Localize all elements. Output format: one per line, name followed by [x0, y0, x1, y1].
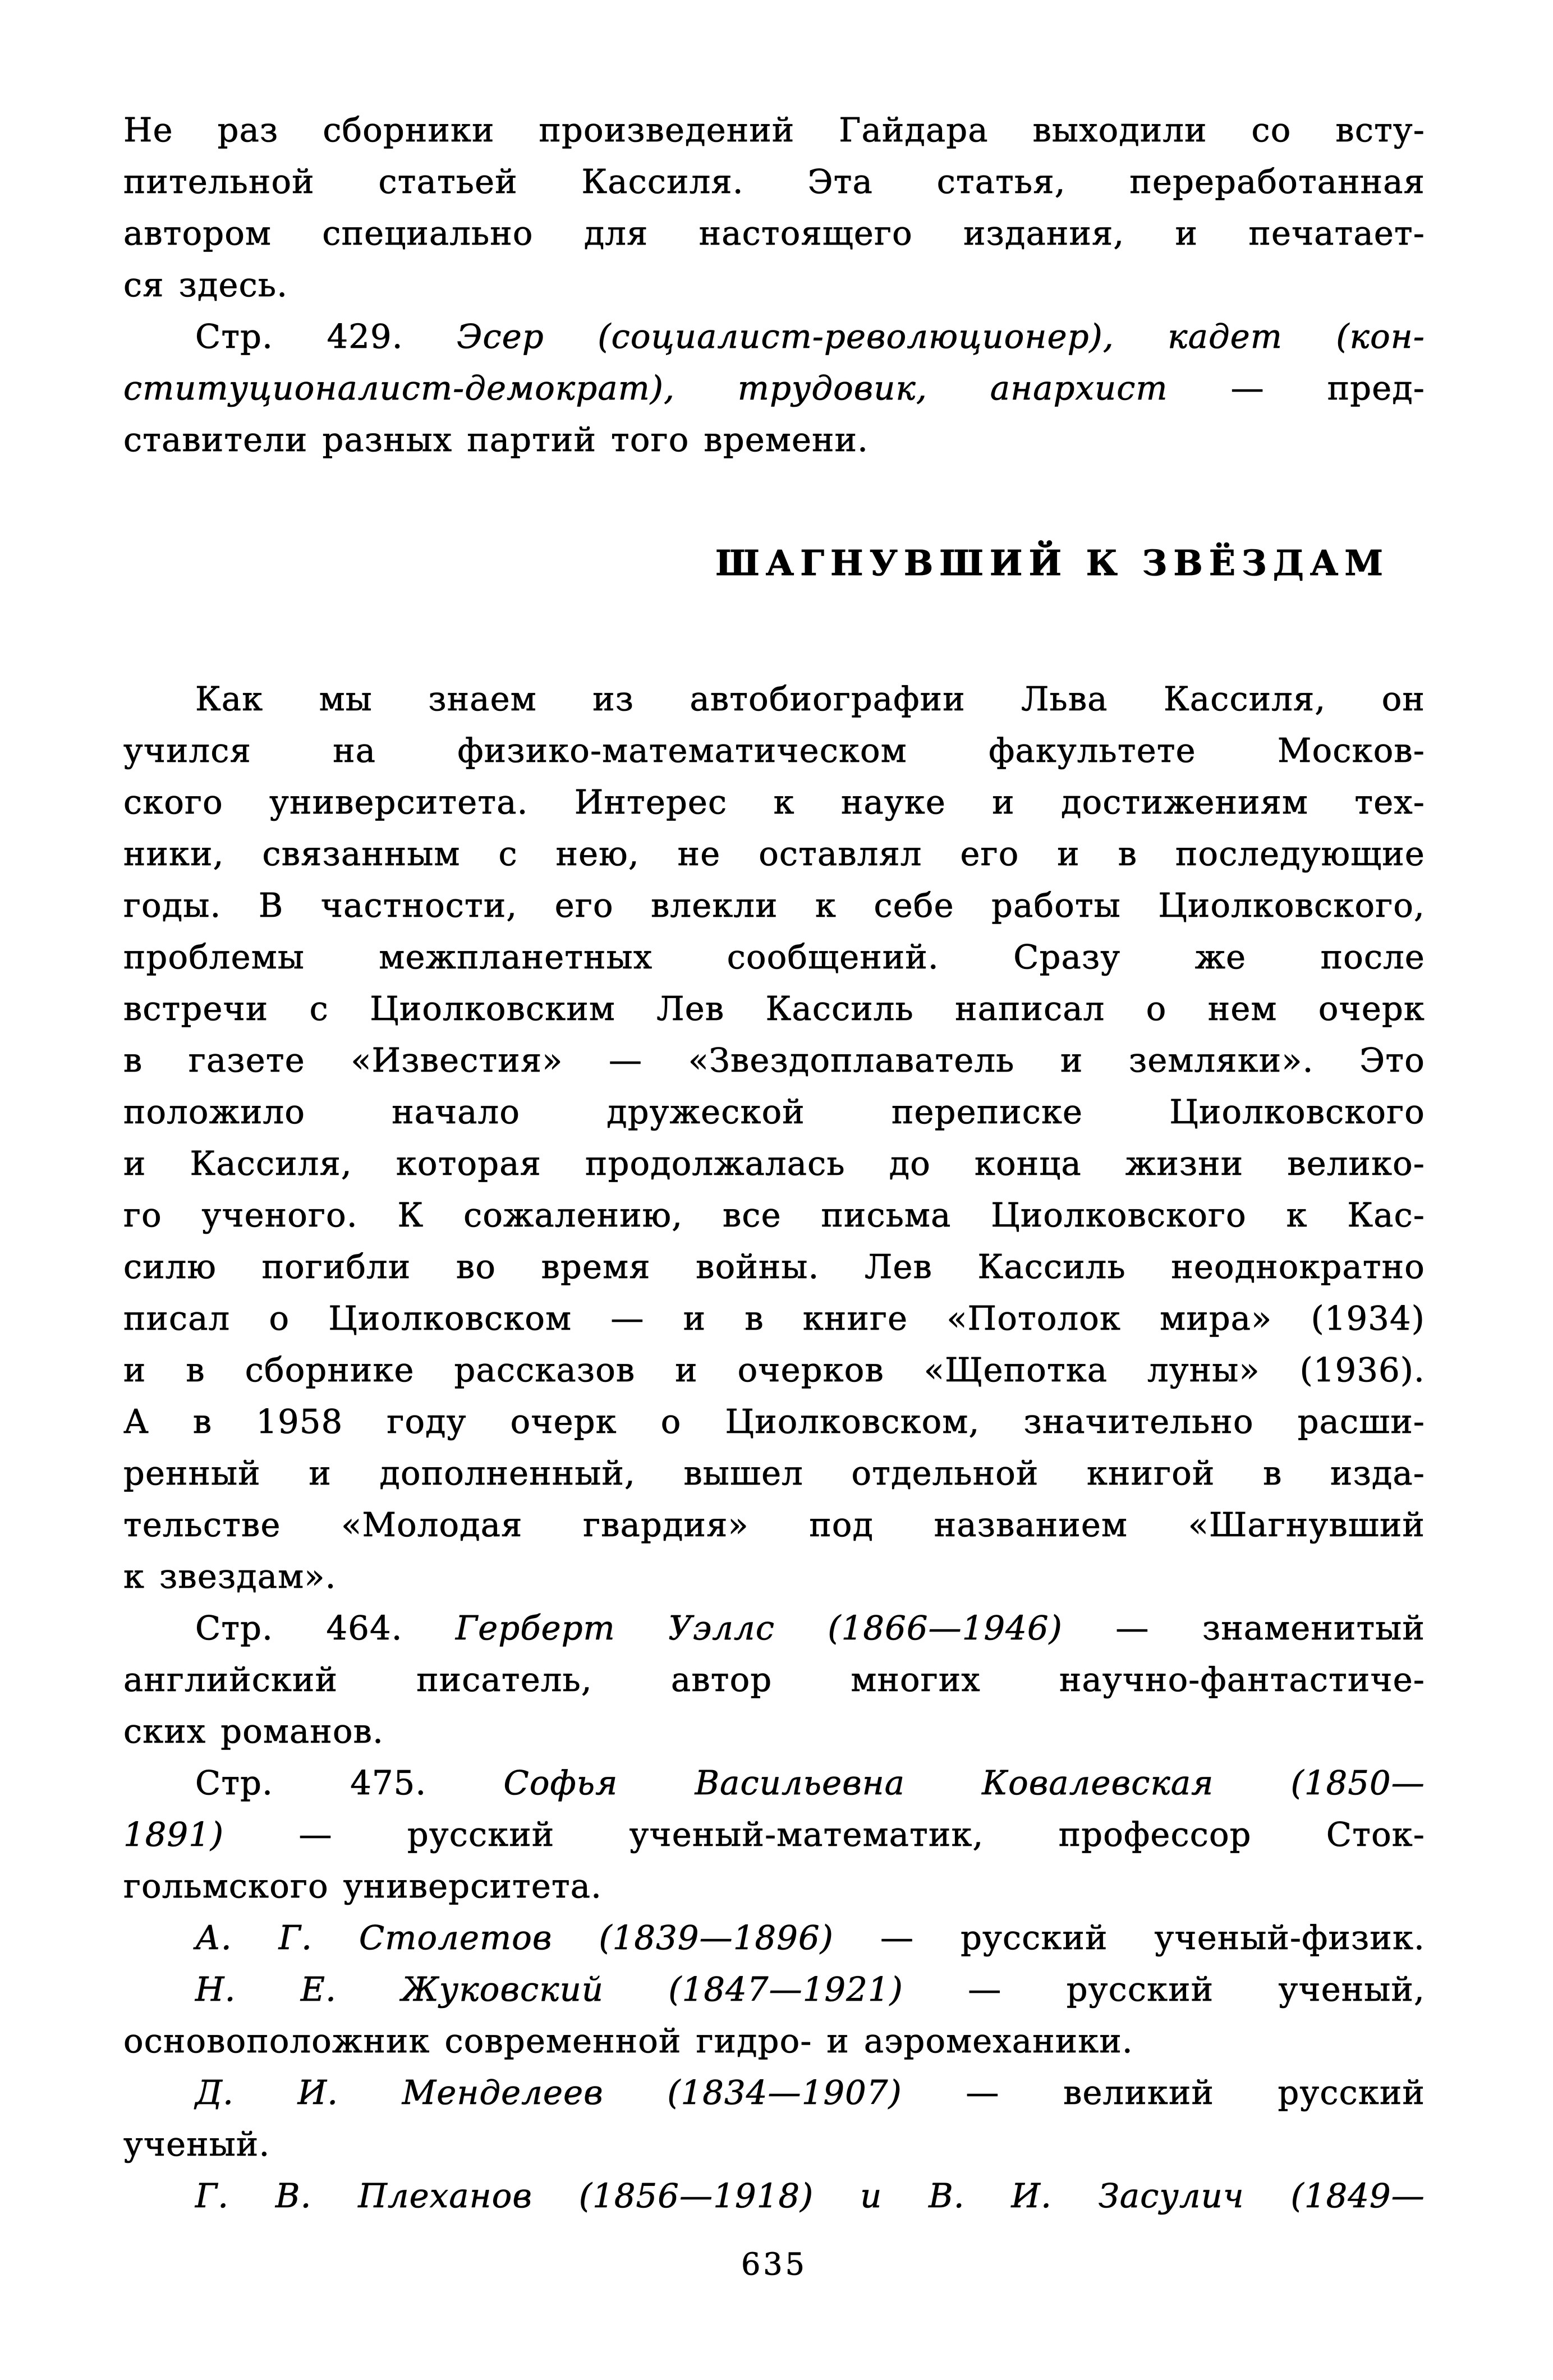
text-line: [123, 828, 1425, 880]
text-segment: автором специально для настоящего издания, и печатает-: [123, 214, 1425, 252]
text-line: [123, 1912, 1425, 1964]
text-segment: А в 1958 году очерк о Циолковском, значительно расши-: [123, 1402, 1425, 1441]
text-segment: ученый.: [123, 2125, 270, 2163]
text-segment: — знаменитый: [1115, 1609, 1425, 1647]
italic-text-segment: 1891): [123, 1815, 299, 1854]
text-line: [123, 1396, 1425, 1448]
text-segment: тельстве «Молодая гвардия» под названием «Шагнувший: [123, 1505, 1425, 1544]
text-segment: английский писатель, автор многих научно-фантастиче-: [123, 1660, 1425, 1699]
text-line: [123, 2170, 1425, 2222]
text-line: [123, 362, 1425, 414]
paragraph: [123, 1602, 1425, 1757]
text-line: [123, 1448, 1425, 1499]
text-line: [123, 2067, 1425, 2119]
text-segment: Стр. 475.: [195, 1763, 504, 1802]
text-segment: го ученого. К сожалению, все письма Циолковского к Кас-: [123, 1196, 1425, 1234]
text-line: [123, 1964, 1425, 2015]
text-line: [123, 1706, 1425, 1757]
text-segment: ского университета. Интерес к науке и достижениям тех-: [123, 783, 1425, 821]
text-segment: в газете «Известия» — «Звездоплаватель и земляки». Это: [123, 1041, 1425, 1079]
text-segment: положило начало дружеской переписке Циолковского: [123, 1092, 1425, 1131]
text-line: [123, 208, 1425, 259]
text-segment: Не раз сборники произведений Гайдара выходили со всту-: [123, 111, 1425, 149]
text-line: [123, 931, 1425, 983]
text-line: [123, 777, 1425, 828]
text-line: [123, 673, 1425, 725]
text-segment: — русский ученый-физик.: [880, 1918, 1425, 1957]
text-line: [123, 1035, 1425, 1086]
text-segment: и Кассиля, которая продолжалась до конца жизни велико-: [123, 1144, 1425, 1183]
italic-text-segment: Софья Васильевна Ковалевская (1850—: [503, 1763, 1425, 1802]
text-line: [123, 880, 1425, 931]
paragraph: [123, 1912, 1425, 1964]
text-line: [123, 1086, 1425, 1138]
paragraph: [123, 1757, 1425, 1912]
text-line: [123, 1602, 1425, 1654]
text-line: [123, 2015, 1425, 2067]
paragraph: [123, 311, 1425, 466]
text-line: [123, 156, 1425, 208]
text-segment: проблемы межпланетных сообщений. Сразу же после: [123, 938, 1425, 976]
text-segment: ники, связанным с нею, не оставлял его и в последующие: [123, 834, 1425, 873]
paragraph: [123, 2067, 1425, 2170]
italic-text-segment: А. Г. Столетов (1839—1896): [195, 1918, 880, 1957]
text-segment: к звездам».: [123, 1557, 337, 1596]
paragraph: [123, 2170, 1425, 2222]
text-line: [123, 1138, 1425, 1189]
text-segment: ся здесь.: [123, 265, 288, 304]
italic-text-segment: Г. В. Плеханов (1856—1918) и В. И. Засулич (1849—: [195, 2176, 1425, 2215]
text-segment: ренный и дополненный, вышел отдельной книгой в изда-: [123, 1454, 1425, 1492]
text-line: [123, 1241, 1425, 1293]
text-segment: Стр. 464.: [195, 1609, 456, 1647]
paragraph: [123, 104, 1425, 311]
text-line: [123, 2119, 1425, 2170]
text-line: [123, 1809, 1425, 1860]
text-segment: встречи с Циолковским Лев Кассиль написал о нем очерк: [123, 989, 1425, 1028]
text-line: [123, 1189, 1425, 1241]
text-line: [123, 414, 1425, 466]
text-segment: писал о Циолковском — и в книге «Потолок мира» (1934): [123, 1299, 1425, 1338]
text-line: [123, 1757, 1425, 1809]
text-line: [123, 1551, 1425, 1602]
text-segment: — русский ученый-математик, профессор Сток-: [298, 1815, 1426, 1854]
text-segment: Как мы знаем из автобиографии Льва Кассиля, он: [195, 679, 1425, 718]
text-segment: ставители разных партий того времени.: [123, 420, 869, 459]
text-line: [123, 725, 1425, 777]
text-segment: — великий русский: [966, 2073, 1426, 2112]
italic-text-segment: Герберт Уэллс (1866—1946): [456, 1609, 1116, 1647]
text-segment: основоположник современной гидро- и аэромеханики.: [123, 2021, 1133, 2060]
italic-text-segment: Эсер (социалист-революционер), кадет (кон-: [457, 317, 1425, 356]
page-text: [123, 104, 1425, 2222]
text-segment: — русский ученый,: [968, 1970, 1425, 2009]
text-segment: пительной статьей Кассиля. Эта статья, переработанная: [123, 162, 1425, 201]
text-line: [123, 1293, 1425, 1344]
italic-text-segment: ституционалист-демократ), трудовик, анархист: [123, 369, 1231, 407]
text-segment: — пред-: [1230, 369, 1425, 407]
text-line: [123, 104, 1425, 156]
italic-text-segment: Д. И. Менделеев (1834—1907): [195, 2073, 966, 2112]
text-segment: ских романов.: [123, 1712, 384, 1750]
text-segment: годы. В частности, его влекли к себе работы Циолковского,: [123, 886, 1425, 925]
text-line: [123, 259, 1425, 311]
text-segment: Стр. 429.: [195, 317, 457, 356]
paragraph: [123, 673, 1425, 1602]
section-heading: ШАГНУВШИЙ К ЗВЁЗДАМ: [715, 543, 1389, 583]
paragraph: [123, 1964, 1425, 2067]
text-segment: силю погибли во время войны. Лев Кассиль неоднократно: [123, 1247, 1425, 1286]
text-line: [123, 1860, 1425, 1912]
text-segment: гольмского университета.: [123, 1867, 603, 1905]
text-segment: учился на физико-математическом факультете Москов-: [123, 731, 1425, 770]
text-line: [123, 983, 1425, 1035]
italic-text-segment: Н. Е. Жуковский (1847—1921): [195, 1970, 968, 2009]
text-segment: и в сборнике рассказов и очерков «Щепотка луны» (1936).: [123, 1350, 1425, 1389]
text-line: [123, 1654, 1425, 1706]
text-line: [123, 311, 1425, 362]
page-number: 635: [741, 2246, 808, 2282]
text-line: [123, 1499, 1425, 1551]
text-line: [123, 1344, 1425, 1396]
